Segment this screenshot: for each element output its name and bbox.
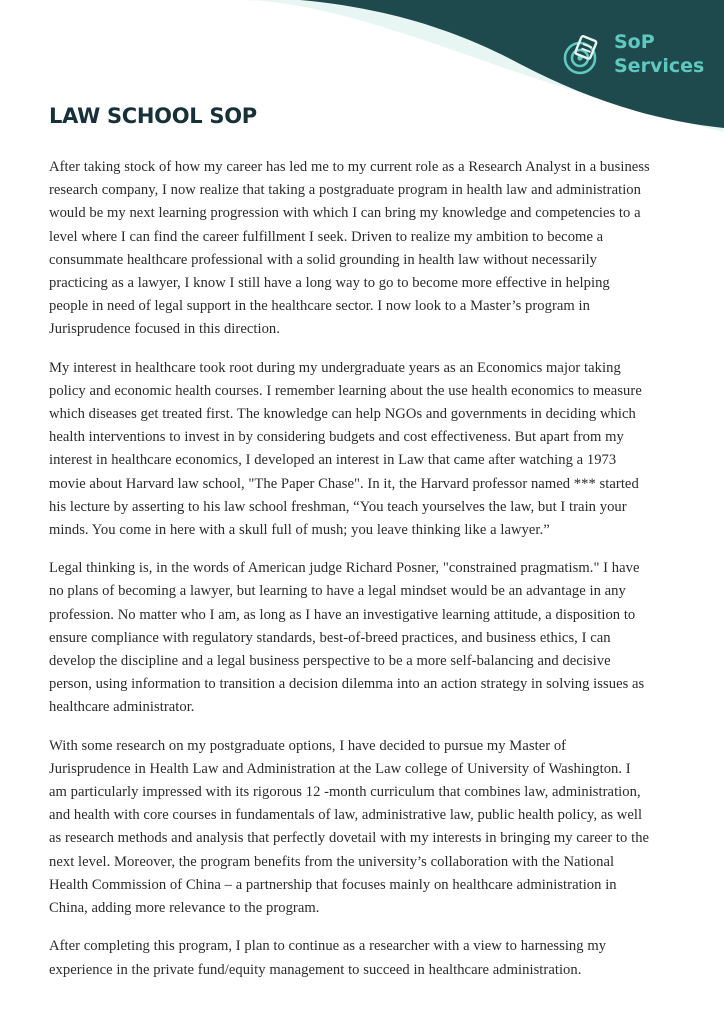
paragraph-3: Legal thinking is, in the words of American judge Richard Posner, "constrained pragmatism." I have no plans of becoming a lawyer, but learning to have a legal mindset would be an advantage in any profession. No matter who I am, as long as I have an investigative learning attitude, a disposition to ensure compliance with regulatory standards, best-of-breed practices, and business ethics, I can develop the discipline and a legal business perspective to be a more self-balancing and decisive person, using information to transition a decision dilemma into an action strategy in solving issues as healthcare administrator. [49,560,645,716]
sop-services-logo [560,28,710,88]
paragraph-2: My interest in healthcare took root during my undergraduate years as an Economics major taking policy and economic health courses. I remember learning about the use health economics to measure which diseases get treated first. The knowledge can help NGOs and governments in deciding which health interventions to invest in by considering budgets and cost effectiveness. But apart from my interest in healthcare economics, I developed an interest in Law that came after watching a 1973 movie about Harvard law school, "The Paper Chase". In it, the Harvard professor named *** started his lecture by asserting to his law school freshman, “You teach yourselves the law, but I train your minds. You come in here with a skull full of mush; you leave thinking like a lawyer.” [49,359,642,539]
logo-text [614,30,704,78]
essay-body [49,156,679,997]
logo-text-line1: SoP [614,31,655,53]
page-title: LAW SCHOOL SOP [49,104,257,128]
paragraph-5: After completing this program, I plan to continue as a researcher with a view to harnessing my experience in the private fund/equity management to succeed in healthcare administration. [49,938,607,978]
logo-text-line2: Services [614,55,705,77]
paragraph-1: After taking stock of how my career has led me to my current role as a Research Analyst in a business research company, I now realize that taking a postgraduate program in health law and administration would be my next learning progression with which I can bring my knowledge and competencies to a level where I can find the career fulfillment I seek. Driven to realize my ambition to become a consummate healthcare professional with a solid grounding in health law without necessarily practicing as a lawyer, I know I still have a long way to go to become more effective in helping people in need of legal support in the healthcare sector. I now look to a Master’s program in Jurisprudence focused in this direction. [49,159,650,338]
paragraph-4: With some research on my postgraduate options, I have decided to pursue my Master of Jurisprudence in Health Law and Administration at the Law college of University of Washington. I am particularly impressed with its rigorous 12 -month curriculum that combines law, administration, and health with core courses in fundamentals of law, administrative law, public health policy, as well as research methods and analysis that perfectly dovetail with my interests in bringing my career to the next level. Moreover, the program benefits from the university’s collaboration with the National Health Commission of China – a partnership that focuses mainly on healthcare administration in China, adding more relevance to the program. [49,737,650,917]
sop-logo-icon [560,30,608,78]
